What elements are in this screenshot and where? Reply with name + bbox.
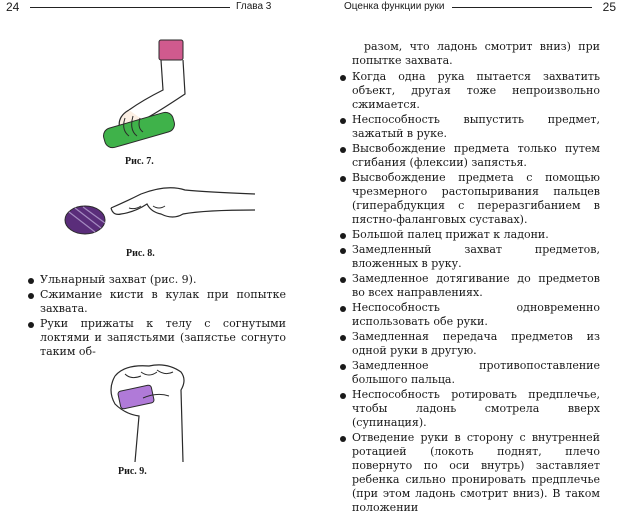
- forearm-outline: [143, 60, 185, 120]
- list-item-text: Высвобождение предмета только путем сгибания (флексии) запястья.: [352, 142, 600, 169]
- bullet-dot-icon: [340, 176, 346, 182]
- list-item-text: Ульнарный захват (рис. 9).: [40, 273, 197, 286]
- left-page-number: 24: [6, 0, 20, 14]
- bullet-dot-icon: [28, 278, 34, 284]
- bullet-dot-icon: [340, 147, 346, 153]
- figure-8-illustration: [55, 180, 265, 240]
- figure-7-caption: Рис. 7.: [125, 156, 154, 167]
- bullet-dot-icon: [340, 248, 346, 254]
- list-item: [340, 272, 600, 300]
- list-item: [28, 317, 286, 359]
- green-cylinder: [102, 110, 177, 149]
- right-header-rule: [452, 7, 592, 8]
- list-item-text: Руки прижаты к телу с согнутыми локтями и запястьями (запястье согнуто таким об-: [40, 317, 286, 358]
- knuckles-outline: [125, 370, 173, 378]
- list-item-text: Высвобождение предмета с помощью чрезмерного растопыривания пальцев (гиперабдукция с переразгибанием в пястно-фаланговых суставах).: [352, 171, 600, 226]
- sleeve-shape: [159, 40, 183, 60]
- hand-top-outline: [111, 188, 255, 208]
- eraser-block: [118, 385, 155, 410]
- right-page-title: Оценка функции руки: [344, 1, 445, 12]
- right-bullet-list: [340, 70, 600, 516]
- list-item: [340, 228, 600, 242]
- list-item: [340, 431, 600, 515]
- list-item: [28, 273, 286, 287]
- left-chapter-title: Глава 3: [236, 1, 272, 12]
- bullet-dot-icon: [340, 118, 346, 124]
- list-item-text: Неспособность одновременно использовать обе руки.: [352, 301, 600, 328]
- list-item: [340, 142, 600, 170]
- bullet-dot-icon: [340, 436, 346, 442]
- figure-8-caption: Рис. 8.: [126, 248, 155, 259]
- bullet-dot-icon: [340, 364, 346, 370]
- list-item-text: Замедленное противопоставление большого пальца.: [352, 359, 600, 386]
- bullet-dot-icon: [28, 322, 34, 328]
- list-item-text: Большой палец прижат к ладони.: [352, 228, 549, 241]
- right-page-number: 25: [602, 0, 616, 14]
- left-header-rule: [30, 7, 230, 8]
- list-item: [340, 330, 600, 358]
- bullet-dot-icon: [28, 293, 34, 299]
- list-item-text: Сжимание кисти в кулак при попытке захвата.: [40, 288, 286, 315]
- right-continuation-text: разом, что ладонь смотрит вниз) при попытке захвата.: [352, 40, 600, 67]
- bullet-dot-icon: [340, 393, 346, 399]
- figure-9-caption: Рис. 9.: [118, 466, 147, 477]
- list-item: [340, 70, 600, 112]
- fist-outline: [115, 365, 184, 462]
- list-item: [340, 388, 600, 430]
- bullet-dot-icon: [340, 233, 346, 239]
- list-item-text: Замедленный захват предметов, вложенных в руку.: [352, 243, 600, 270]
- figure-9-illustration: [95, 358, 205, 462]
- bullet-dot-icon: [340, 277, 346, 283]
- figure-7-illustration: [85, 38, 225, 153]
- list-item-text: Отведение руки в сторону с внутренней ротацией (локоть поднят, плечо повернуто по оси внутрь) заставляет ребенка сильно пронировать предплечье (при этом ладонь смотрит вниз). В таком положении: [352, 431, 600, 514]
- list-item-text: Неспособность ротировать предплечье, чтобы ладонь смотрела вверх (супинация).: [352, 388, 600, 429]
- bullet-dot-icon: [340, 75, 346, 81]
- list-item-text: Замедленное дотягивание до предметов во всех направлениях.: [352, 272, 600, 299]
- list-item: [340, 359, 600, 387]
- list-item: [340, 301, 600, 329]
- list-item-text: Замедленная передача предметов из одной руки в другую.: [352, 330, 600, 357]
- list-item: [28, 288, 286, 316]
- hand-bottom-outline: [111, 204, 255, 217]
- purple-disc: [65, 206, 105, 234]
- list-item: [340, 113, 600, 141]
- bullet-dot-icon: [340, 306, 346, 312]
- left-bullet-list: [28, 273, 286, 360]
- finger-detail: [129, 206, 165, 209]
- list-item: [340, 243, 600, 271]
- list-item-text: Когда одна рука пытается захватить объект, другая тоже непроизвольно сжимается.: [352, 70, 600, 111]
- list-item-text: Неспособность выпустить предмет, зажатый в руке.: [352, 113, 600, 140]
- bullet-dot-icon: [340, 335, 346, 341]
- list-item: [340, 171, 600, 227]
- upper-arm-outline: [129, 60, 163, 110]
